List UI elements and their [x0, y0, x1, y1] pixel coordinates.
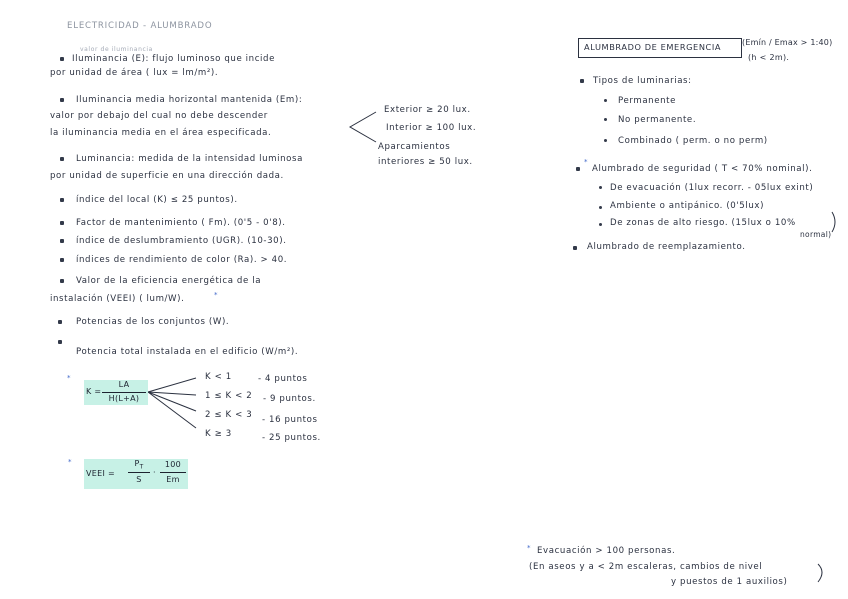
item-8-line-1: Valor de la eficiencia energética de la — [76, 276, 262, 286]
k-branch-4-cond: K ≥ 3 — [205, 429, 232, 439]
item-10-line-1: Potencia total instalada en el edificio (W/m²). — [76, 347, 299, 357]
em-branch-interior: Interior ≥ 100 lux. — [386, 123, 477, 133]
asterisk-mark: * — [214, 291, 218, 299]
formula-veei-num1-text: P — [134, 459, 140, 468]
k-branch-2-val: - 9 puntos. — [263, 394, 316, 404]
sub-bullet — [604, 99, 607, 102]
item-2-line-1: Iluminancia media horizontal mantenida (Em): — [76, 95, 303, 105]
k-branch-4-val: - 25 puntos. — [262, 433, 321, 443]
group-safety-label: Alumbrado de seguridad ( T < 70% nominal). — [592, 164, 813, 174]
safety-evacuation: De evacuación (1lux recorr. - 05lux exint) — [610, 183, 814, 193]
k-branch-1-cond: K < 1 — [205, 372, 232, 382]
item-1-line-2: por unidad de área ( lux = lm/m²). — [50, 68, 219, 78]
bullet — [576, 167, 580, 171]
item-9-line-1: Potencias de los conjuntos (W). — [76, 317, 230, 327]
asterisk-mark: * — [584, 158, 588, 166]
sub-bullet — [604, 139, 607, 142]
item-2-line-3: la iluminancia media en el área especificada. — [50, 128, 272, 138]
item-2-line-2: valor por debajo del cual no debe descender — [50, 111, 268, 121]
faint-note: valor de iluminancia — [80, 46, 153, 53]
type-non-permanent: No permanente. — [618, 115, 697, 125]
formula-k-denominator: H(L+A) — [108, 394, 140, 403]
page-title: ELECTRICIDAD - ALUMBRADO — [67, 21, 213, 31]
k-branch-3-cond: 2 ≤ K < 3 — [205, 410, 253, 420]
formula-veei-den1: S — [136, 475, 142, 484]
formula-k-numerator: LA — [118, 380, 130, 389]
formula-veei-num2: 100 — [164, 460, 182, 469]
item-3-line-2: por unidad de superficie en una dirección dada. — [50, 171, 284, 181]
item-8-line-2: instalación (VEEI) ( lum/W). — [50, 294, 185, 304]
formula-veei-num1-sub: T — [139, 463, 144, 471]
k-branch-2-cond: 1 ≤ K < 2 — [205, 391, 253, 401]
safety-high-risk-extra: normal) — [800, 230, 832, 239]
formula-veei-dot: · — [153, 468, 156, 477]
emergency-note-1: (Emín / Emax > 1:40) — [742, 38, 833, 47]
item-3-line-1: Luminancia: medida de la intensidad luminosa — [76, 154, 303, 164]
bullet — [580, 79, 584, 83]
sub-bullet — [599, 186, 602, 189]
em-branch-parking — [378, 140, 478, 170]
type-permanent: Permanente — [618, 96, 677, 106]
group-types-label: Tipos de luminarias: — [593, 76, 692, 86]
group-replacement-label: Alumbrado de reemplazamiento. — [587, 242, 746, 252]
emergency-note-2: (h < 2m). — [748, 53, 790, 62]
item-1-line-1: Iluminancia (E): flujo luminoso que incide — [72, 54, 275, 64]
formula-k-lhs: K = — [86, 387, 102, 396]
k-branch-3-val: - 16 puntos — [262, 415, 318, 425]
formula-veei-lhs: VEEI = — [86, 469, 115, 478]
asterisk-mark: * — [67, 374, 71, 382]
formula-veei-fraction-bar-2 — [160, 472, 186, 473]
type-combined: Combinado ( perm. o no perm) — [618, 136, 768, 146]
em-branch-exterior: Exterior ≥ 20 lux. — [384, 105, 471, 115]
asterisk-mark: * — [527, 544, 531, 552]
footnote-line-3: y puestos de 1 auxilios) — [671, 577, 788, 587]
sub-bullet — [599, 206, 602, 209]
footnote-line-2: (En aseos y a < 2m escaleras, cambios de nivel — [529, 562, 763, 572]
asterisk-mark: * — [68, 458, 72, 466]
footnote-line-1: Evacuación > 100 personas. — [537, 546, 676, 556]
sub-bullet — [604, 118, 607, 121]
item-6-line-1: índice de deslumbramiento (UGR). (10-30). — [76, 236, 287, 246]
k-branch-1-val: - 4 puntos — [258, 374, 308, 384]
safety-ambient: Ambiente o antipánico. (0'5lux) — [610, 201, 765, 211]
bullet — [573, 246, 577, 250]
formula-k-fraction-bar — [102, 392, 146, 393]
em-branch-parking-text: Aparcamientos interiores ≥ 50 lux. — [378, 142, 473, 167]
item-7-line-1: índices de rendimiento de color (Ra). > 40. — [76, 255, 288, 265]
emergency-title: ALUMBRADO DE EMERGENCIA — [584, 42, 722, 52]
item-5-line-1: Factor de mantenimiento ( Fm). (0'5 - 0'8). — [76, 218, 286, 228]
safety-high-risk: De zonas de alto riesgo. (15lux o 10% — [610, 218, 796, 228]
formula-veei-num1 — [128, 459, 150, 471]
formula-veei-fraction-bar-1 — [128, 472, 150, 473]
sub-bullet — [599, 223, 602, 226]
formula-veei-den2: Em — [166, 475, 180, 484]
item-4-line-1: índice del local (K) ≤ 25 puntos). — [76, 195, 238, 205]
